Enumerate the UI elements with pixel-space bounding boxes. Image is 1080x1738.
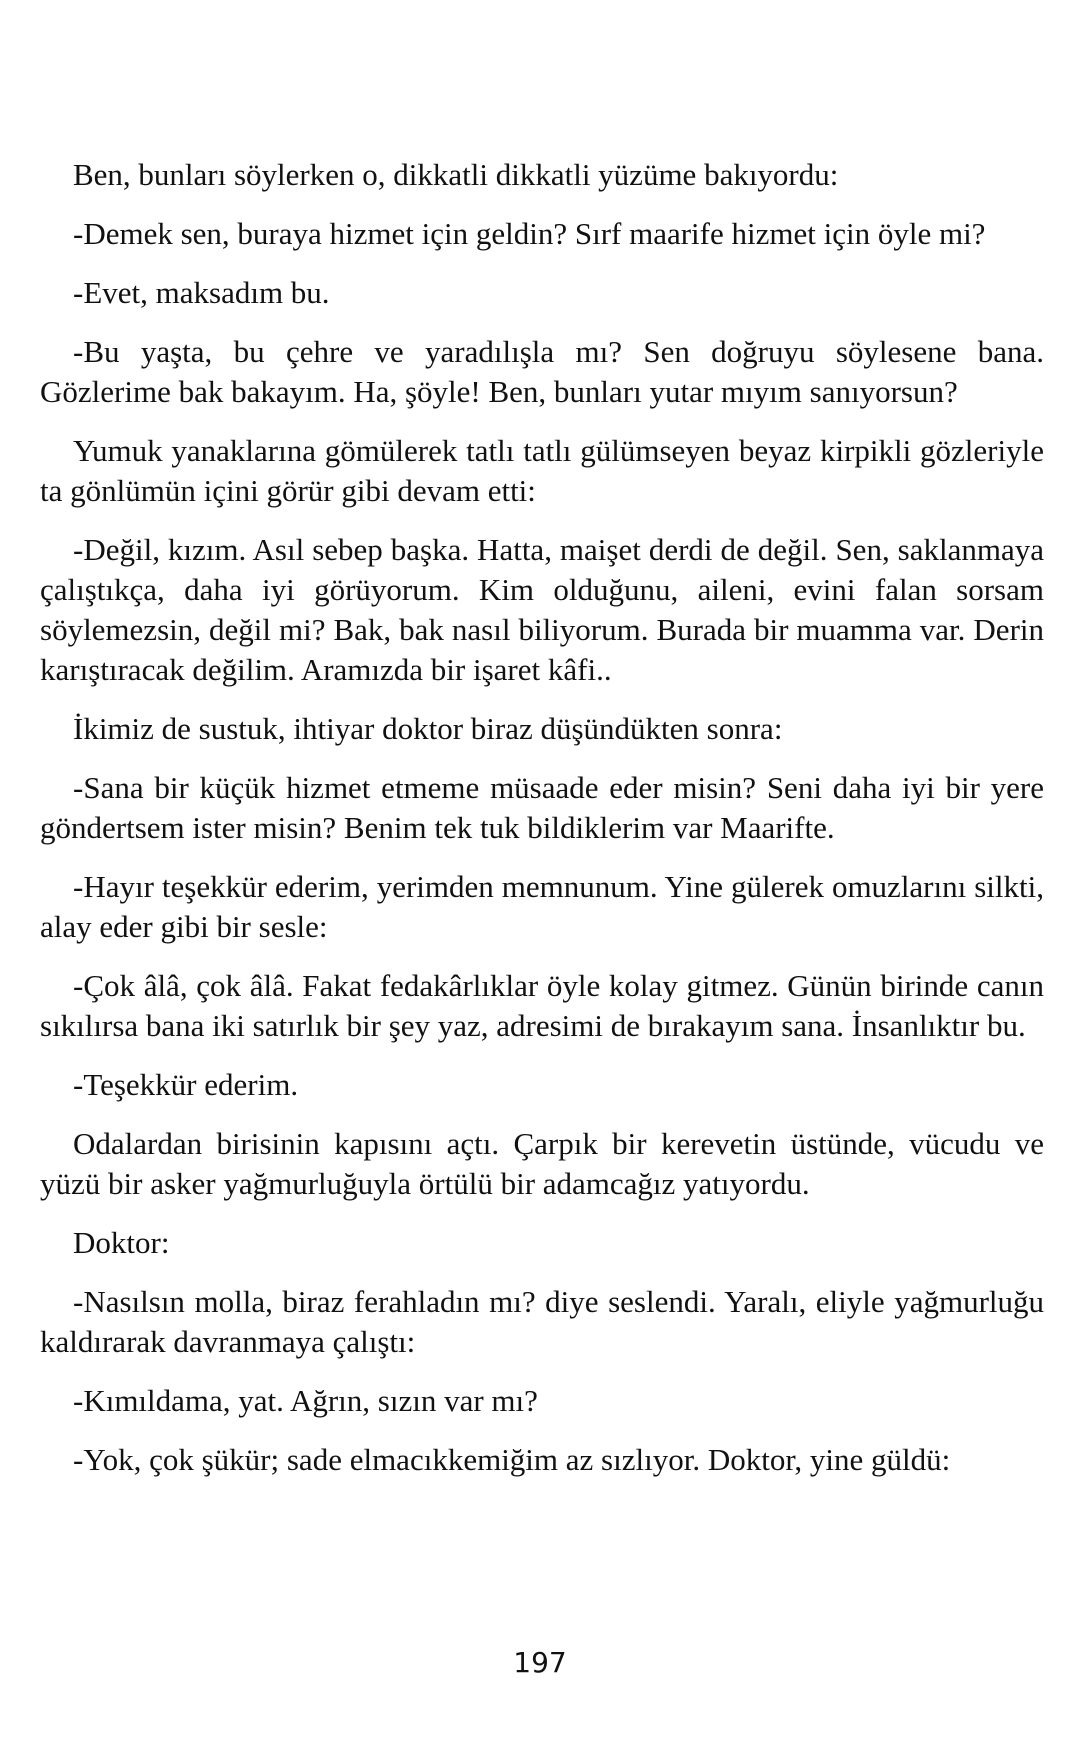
paragraph: -Teşekkür ederim. — [73, 1067, 299, 1102]
paragraph: -Demek sen, buraya hizmet için geldin? Sırf maarife hizmet için öyle mi? — [73, 216, 986, 251]
paragraph: -Nasılsın molla, biraz ferahladın mı? diye seslendi. Yaralı, eliyle yağmurluğu kaldırarak davranmaya çalıştı: — [40, 1284, 1044, 1359]
page-number: 197 — [513, 1646, 567, 1679]
paragraph: -Kımıldama, yat. Ağrın, sızın var mı? — [73, 1383, 538, 1418]
paragraph: -Sana bir küçük hizmet etmeme müsaade eder misin? Seni daha iyi bir yere göndertsem ister misin? Benim tek tuk bildiklerim var Maarifte. — [40, 770, 1044, 845]
paragraph: Yumuk yanaklarına gömülerek tatlı tatlı gülümseyen beyaz kirpikli gözleriyle ta gönlümün içini görür gibi devam etti: — [40, 433, 1044, 508]
paragraph: Doktor: — [73, 1225, 170, 1260]
paragraph: Odalardan birisinin kapısını açtı. Çarpık bir kerevetin üstünde, vücudu ve yüzü bir asker yağmurluğuyla örtülü bir adamcağız yatıyordu. — [40, 1126, 1044, 1201]
paragraph: -Değil, kızım. Asıl sebep başka. Hatta, maişet derdi de değil. Sen, saklanmaya çalıştıkça, daha iyi görüyorum. Kim olduğunu, aileni, evini falan sorsam söylemezsin, değil mi? Bak, bak nasıl biliyorum. Burada bir muamma var. Derin karıştıracak değilim. Aramızda bir işaret kâfi.. — [40, 532, 1044, 687]
paragraph: -Bu yaşta, bu çehre ve yaradılışla mı? Sen doğruyu söylesene bana. Gözlerime bak bakayım. Ha, şöyle! Ben, bunları yutar mıyım sanıyorsun? — [40, 334, 1044, 409]
body-text — [40, 155, 1044, 1499]
paragraph: -Yok, çok şükür; sade elmacıkkemiğim az sızlıyor. Doktor, yine güldü: — [73, 1442, 951, 1477]
paragraph: Ben, bunları söylerken o, dikkatli dikkatli yüzüme bakıyordu: — [73, 157, 839, 192]
paragraph: -Hayır teşekkür ederim, yerimden memnunum. Yine gülerek omuzlarını silkti, alay eder gibi bir sesle: — [40, 869, 1044, 944]
paragraph: -Evet, maksadım bu. — [73, 275, 330, 310]
paragraph: İkimiz de sustuk, ihtiyar doktor biraz düşündükten sonra: — [73, 711, 783, 746]
paragraph: -Çok âlâ, çok âlâ. Fakat fedakârlıklar öyle kolay gitmez. Günün birinde canın sıkılırsa bana iki satırlık bir şey yaz, adresimi de bırakayım sana. İnsanlıktır bu. — [40, 968, 1044, 1043]
